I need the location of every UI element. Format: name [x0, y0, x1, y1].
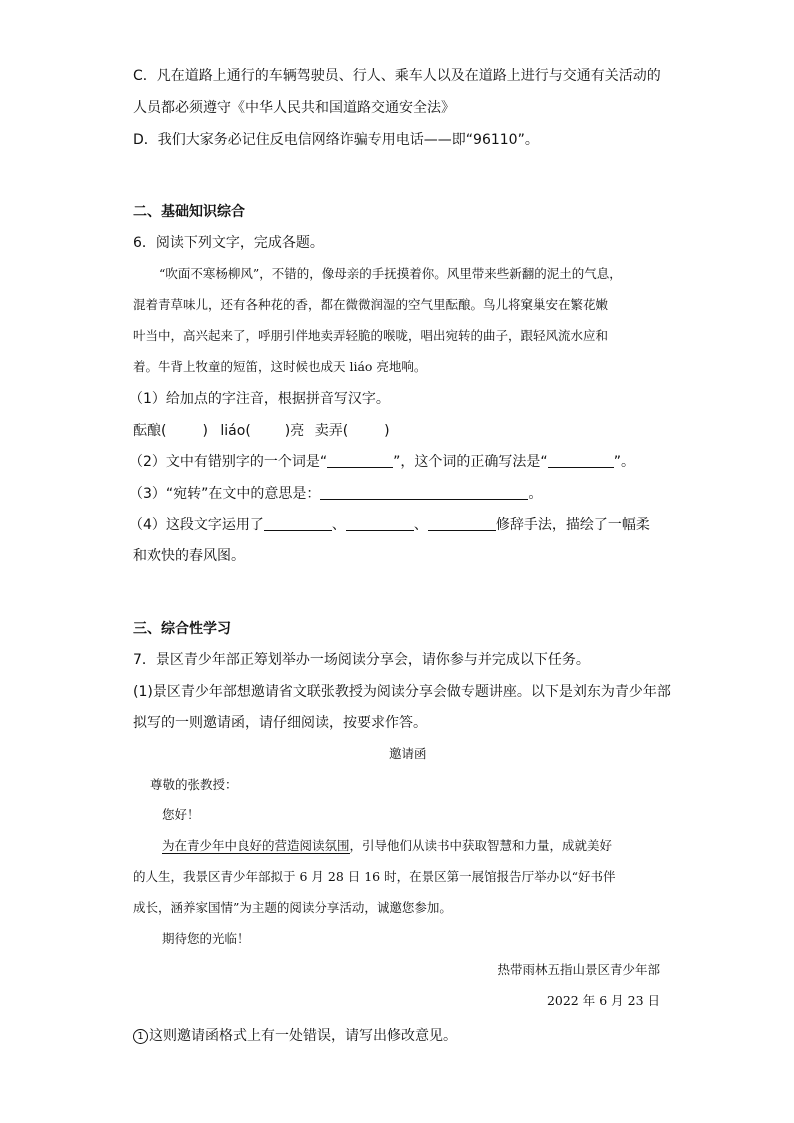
- option-c-line2: 人员都必须遵守《中华人民共和国道路交通安全法》: [133, 100, 455, 116]
- subquestion-3-text-b: 。: [528, 486, 543, 502]
- passage-line-2: 混着青草味儿，还有各种花的香，都在微微润湿的空气里酝酿。鸟儿将窠巢安在繁花嫩: [133, 297, 609, 312]
- task-1: [133, 1026, 457, 1046]
- paren-close-2: )亮: [284, 423, 305, 439]
- subquestion-2: [129, 452, 635, 472]
- letter-body-line3: 成长，涵养家国情”为主题的阅读分享活动，诚邀您参加。: [133, 900, 452, 915]
- subquestion-3-text-a: （3）“宛转”在文中的意思是：: [129, 486, 321, 502]
- option-d: D．我们大家务必记住反电信网络诈骗专用电话——即“96110”。: [133, 132, 539, 148]
- word-mainong: 卖弄(: [314, 423, 349, 439]
- letter-closing: 期待您的光临！: [162, 931, 250, 946]
- subquestion-4-continued: 和欢快的春风图。: [133, 548, 245, 564]
- subquestion-4-text-b: 修辞手法，描绘了一幅柔: [495, 517, 650, 533]
- subquestion-4-text-a: （4）这段文字运用了: [129, 517, 264, 533]
- question-7: 7．景区青少年部正筹划举办一场阅读分享会，请你参与并完成以下任务。: [133, 652, 590, 668]
- paren-close-1: ): [202, 423, 208, 439]
- passage-line-4: 着。牛背上牧童的短笛，这时候也成天 liáo 亮地响。: [133, 359, 427, 374]
- letter-body-line1-rest: ，引导他们从读书中获取智慧和力量，成就美好: [349, 838, 613, 853]
- task-1-text: 这则邀请函格式上有一处错误，请写出修改意见。: [149, 1028, 457, 1044]
- subquestion-2-text-c: ”。: [613, 454, 635, 470]
- circled-number-icon: 1: [133, 1029, 148, 1044]
- section-heading-comprehensive-learning: 三、综合性学习: [133, 621, 231, 637]
- answer-blank-meaning[interactable]: [320, 485, 528, 500]
- subquestion-2-text-a: （2）文中有错别字的一个词是“: [129, 454, 328, 470]
- separator-2: 、: [413, 517, 428, 533]
- answer-blank-wrong-word[interactable]: [327, 453, 393, 468]
- letter-title: 邀请函: [389, 746, 427, 761]
- pinyin-fill-line: [133, 421, 390, 441]
- separator-1: 、: [331, 517, 346, 533]
- letter-underlined-sentence: 为在青少年中良好的营造阅读氛围: [162, 838, 350, 853]
- option-c-line1: C．凡在道路上通行的车辆驾驶员、行人、乘车人以及在道路上进行与交通有关活动的: [133, 68, 661, 84]
- section-heading-basic-knowledge: 二、基础知识综合: [133, 204, 245, 220]
- letter-greeting: 您好！: [162, 807, 200, 822]
- q7-sub1-line2: 拟写的一则邀请函，请仔细阅读，按要求作答。: [133, 715, 427, 731]
- word-liao: liáo(: [220, 423, 251, 439]
- letter-body-line1: [162, 836, 612, 856]
- passage-line-1: “吹面不寒杨柳风”，不错的，像母亲的手抚摸着你。风里带来些新翻的泥土的气息，: [159, 266, 622, 281]
- question-6-title: 6．阅读下列文字，完成各题。: [133, 235, 324, 251]
- paren-close-3: ): [384, 423, 390, 439]
- subquestion-1: （1）给加点的字注音，根据拼音写汉字。: [129, 391, 390, 407]
- answer-blank-rhetoric-3[interactable]: [428, 516, 496, 531]
- letter-salutation: 尊敬的张教授：: [150, 777, 238, 792]
- answer-blank-correct-word[interactable]: [548, 453, 614, 468]
- word-yunniang: 酝酿(: [133, 423, 167, 439]
- subquestion-4: [129, 515, 650, 535]
- subquestion-2-text-b: ”，这个词的正确写法是“: [393, 454, 548, 470]
- answer-blank-rhetoric-2[interactable]: [346, 516, 414, 531]
- subquestion-3: [129, 484, 542, 504]
- letter-sender: 热带雨林五指山景区青少年部: [497, 962, 660, 977]
- passage-line-3: 叶当中，高兴起来了，呼朋引伴地卖弄轻脆的喉咙，唱出宛转的曲子，跟轻风流水应和: [133, 328, 609, 343]
- answer-blank-rhetoric-1[interactable]: [264, 516, 332, 531]
- letter-body-line2: 的人生，我景区青少年部拟于 6 月 28 日 16 时，在景区第一展馆报告厅举办以“好书伴: [133, 869, 616, 884]
- q7-sub1-line1: (1)景区青少年部想邀请省文联张教授为阅读分享会做专题讲座。以下是刘东为青少年部: [133, 684, 671, 700]
- letter-date: 2022 年 6 月 23 日: [546, 993, 660, 1008]
